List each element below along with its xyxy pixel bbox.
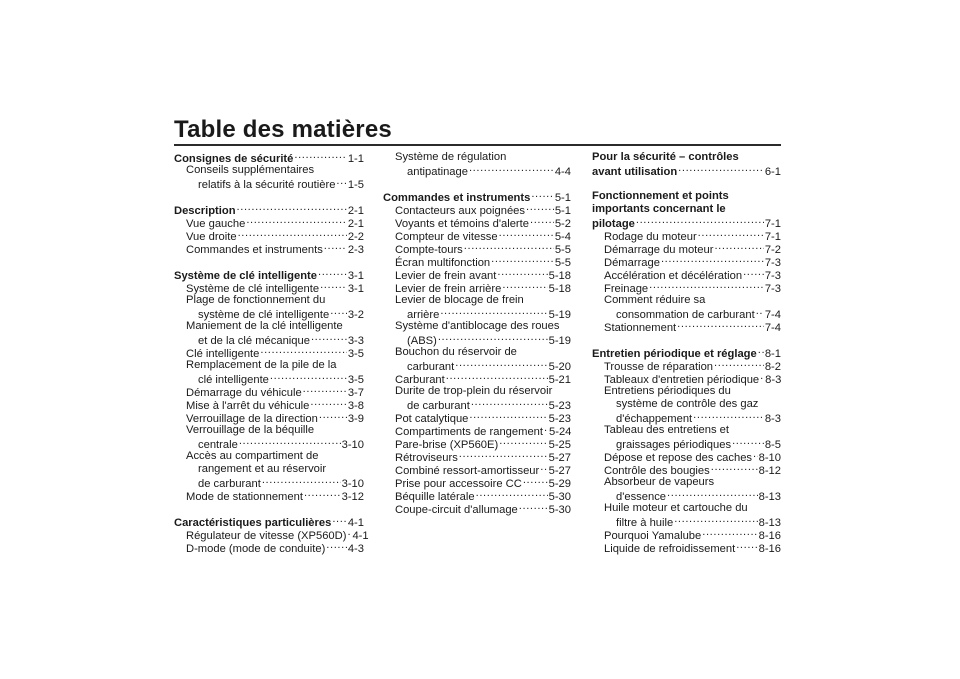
toc-entry-text: Pour la sécurité – contrôles [592,151,739,163]
toc-page-number: 8-3 [765,374,782,386]
dot-leader [237,203,347,214]
toc-entry[interactable] [383,203,571,216]
toc-entry-text: Freinage [604,283,649,295]
toc-entry[interactable] [592,463,781,476]
toc-entry-text: Pourquoi Yamalube [604,530,702,542]
toc-page-number: 5-1 [554,205,571,217]
toc-page-number: 8-5 [764,439,781,451]
toc-entry-text: Voyants et témoins d'alerte [395,218,529,230]
dot-leader [455,359,547,370]
toc-entry[interactable] [592,424,781,437]
toc-entry[interactable] [383,281,571,294]
toc-page-number: 7-1 [764,231,781,243]
dot-leader [239,437,341,448]
toc-entry[interactable] [383,385,571,398]
toc-entry[interactable] [174,333,364,346]
dot-leader [497,268,547,279]
dot-leader [677,320,764,331]
toc-entry[interactable] [592,268,781,281]
toc-entry[interactable] [174,476,364,489]
toc-entry[interactable] [383,450,571,463]
toc-entry-text: Levier de frein avant [395,270,497,282]
toc-entry[interactable] [592,255,781,268]
toc-entry[interactable] [592,242,781,255]
page-title: Table des matières [174,116,392,143]
toc-page-number: 5-23 [548,413,571,425]
toc-entry[interactable] [383,359,571,372]
toc-page-number: 7-3 [764,270,781,282]
toc-entry[interactable] [592,281,781,294]
toc-entry-text: Mise à l'arrêt du véhicule [186,400,310,412]
toc-page-number: 8-13 [758,491,781,503]
dot-leader [319,411,347,422]
toc-entry-text: d'échappement [616,413,693,425]
dot-leader [702,528,757,539]
toc-entry-text: Commandes et instruments [383,192,531,204]
toc-entry[interactable] [383,164,571,177]
toc-entry[interactable] [383,333,571,346]
toc-entry[interactable] [174,463,364,476]
toc-entry-text: Système de clé intelligente [186,283,320,295]
toc-page-number: 5-21 [548,374,571,386]
dot-leader [303,385,347,396]
toc-section-heading[interactable] [592,203,781,216]
toc-page-number: 5-25 [548,439,571,451]
toc-entry[interactable] [174,528,369,542]
toc-entry-text: D-mode (mode de conduite) [186,543,326,555]
toc-entry[interactable] [174,372,364,385]
toc-column-2 [383,151,571,515]
dot-leader [294,151,346,162]
toc-entry[interactable] [592,411,781,424]
dot-leader [262,476,341,487]
toc-page-number: 4-4 [554,166,571,178]
toc-entry-text: rangement et au réservoir [198,463,327,475]
toc-page-number: 3-8 [347,400,364,412]
toc-page-number: 5-29 [548,478,571,490]
toc-entry-text: Plage de fonctionnement du [186,294,326,306]
toc-entry[interactable] [174,359,364,372]
dot-leader [531,190,553,201]
toc-section-heading[interactable] [383,190,571,203]
dot-leader [332,515,347,526]
toc-entry-text: Levier de blocage de frein [395,294,524,306]
toc-entry-text: Tableaux d'entretien périodique [604,374,760,386]
toc-entry-text: Rodage du moteur [604,231,697,243]
toc-entry[interactable] [174,346,364,359]
toc-entry-text: Pare-brise (XP560E) [395,439,499,451]
dot-leader [270,372,347,383]
toc-page-number: 5-5 [554,257,571,269]
dot-leader [753,450,758,461]
toc-page-number: 3-9 [347,413,364,425]
toc-entry-text: Système d'antiblocage des roues [395,320,560,332]
toc-entry[interactable] [592,450,781,463]
toc-entry-text: antipatinage [407,166,468,178]
dot-leader [464,242,554,253]
dot-leader [459,450,548,461]
dot-leader [743,268,764,279]
dot-leader [649,281,764,292]
toc-entry[interactable] [383,268,571,281]
toc-entry-text: filtre à huile [616,517,674,529]
toc-page-number: 3-5 [347,374,364,386]
toc-entry-text: Compartiments de rangement [395,426,543,438]
toc-entry-text: Tableau des entretiens et [604,424,730,436]
toc-entry[interactable] [383,320,571,333]
toc-page-number: 8-2 [764,361,781,373]
toc-entry-text: Mode de stationnement [186,491,303,503]
toc-entry-text: Coupe-circuit d'allumage [395,504,518,516]
toc-entry-text: Pot catalytique [395,413,469,425]
toc-page-number: 5-20 [548,361,571,373]
toc-entry-text: Verrouillage de la direction [186,413,318,425]
toc-page-number: 3-1 [347,283,364,295]
toc-entry[interactable] [174,541,364,554]
toc-entry-text: Système de clé intelligente [174,270,318,282]
toc-entry-text: Combiné ressort-amortisseur [395,465,540,477]
toc-page-number: 3-7 [347,387,364,399]
toc-section-heading[interactable] [174,203,364,216]
toc-page-number: 7-4 [764,322,781,334]
toc-entry-text: importants concernant le [592,203,726,215]
toc-entry[interactable] [592,359,781,372]
toc-section-heading[interactable] [174,151,364,164]
toc-entry-text: Compte-tours [395,244,463,256]
dot-leader [530,216,554,227]
toc-entry[interactable] [174,177,364,190]
dot-leader [519,502,548,513]
toc-entry-text: Régulateur de vitesse (XP560D) [186,530,347,542]
toc-entry-text: Carburant [395,374,445,386]
toc-entry-text: Accélération et décélération [604,270,743,282]
toc-entry[interactable] [383,437,571,450]
toc-entry-text: et de la clé mécanique [198,335,310,347]
toc-entry-text: Compteur de vitesse [395,231,498,243]
toc-entry[interactable] [174,424,364,437]
dot-leader [326,541,347,552]
dot-leader [471,398,548,409]
toc-entry-text: Dépose et repose des caches [604,452,753,464]
toc-entry[interactable] [383,229,571,242]
toc-page-number: 5-30 [548,504,571,516]
toc-page-number: 3-1 [347,270,364,282]
toc-entry-text: Maniement de la clé intelligente [186,320,343,332]
toc-entry[interactable] [174,307,364,320]
toc-entry[interactable] [383,502,571,515]
toc-entry-text: Fonctionnement et points [592,190,729,202]
toc-entry-text: Caractéristiques particulières [174,517,332,529]
toc-entry-text: Liquide de refroidissement [604,543,736,555]
dot-leader [491,255,554,266]
toc-entry[interactable] [592,437,781,450]
toc-page-number: 7-1 [764,218,781,230]
toc-entry[interactable] [174,489,364,502]
toc-page-number: 5-27 [548,452,571,464]
toc-section-heading[interactable] [592,216,781,229]
toc-page-number: 8-10 [758,452,781,464]
dot-leader [476,489,548,500]
dot-leader [711,463,758,474]
toc-entry-text: Contacteurs aux poignées [395,205,525,217]
toc-entry-text: Écran multifonction [395,257,491,269]
toc-entry-text: Huile moteur et cartouche du [604,502,748,514]
toc-page-number: 1-1 [347,153,364,165]
toc-entry-text: Clé intelligente [186,348,260,360]
toc-entry-text: Entretien périodique et réglage [592,348,757,360]
toc-page-number: 7-3 [764,283,781,295]
dot-leader [758,346,764,357]
dot-leader [760,372,764,383]
toc-entry[interactable] [592,541,781,554]
toc-entry[interactable] [592,320,781,333]
toc-column-3 [592,151,781,554]
dot-leader [523,476,548,487]
toc-entry-text: consommation de carburant [616,309,755,321]
toc-entry[interactable] [592,307,781,320]
dot-leader [526,203,554,214]
toc-page-number: 8-3 [764,413,781,425]
toc-page-number: 2-2 [347,231,364,243]
toc-page-number: 3-3 [347,335,364,347]
toc-entry-text: avant utilisation [592,166,678,178]
toc-page-number: 1-5 [347,179,364,191]
toc-page-number: 5-18 [548,270,571,282]
toc-entry-text: Vue gauche [186,218,246,230]
toc-entry-text: Rétroviseurs [395,452,458,464]
dot-leader [502,281,547,292]
toc-entry[interactable] [174,385,364,398]
toc-page-number: 5-4 [554,231,571,243]
toc-column-1 [174,151,369,555]
toc-entry[interactable] [174,294,364,307]
toc-entry[interactable] [174,281,364,294]
toc-entry[interactable] [383,346,571,359]
toc-entry[interactable] [592,528,781,541]
toc-page-number: 5-5 [554,244,571,256]
dot-leader [756,307,764,318]
dot-leader [246,216,347,227]
toc-page-number: 4-1 [347,517,364,529]
toc-page-number: 3-12 [341,491,364,503]
dot-leader [499,437,547,448]
toc-page-number: 5-19 [548,309,571,321]
toc-entry-text: Béquille latérale [395,491,475,503]
toc-entry[interactable] [383,476,571,489]
toc-entry-text: Verrouillage de la béquille [186,424,315,436]
toc-entry-text: clé intelligente [198,374,269,386]
toc-page-number: 8-16 [758,543,781,555]
toc-entry-text: relatifs à la sécurité routière [198,179,336,191]
dot-leader [311,333,347,344]
toc-page-number: 8-1 [764,348,781,360]
dot-leader [636,216,764,227]
toc-page-number: 5-2 [554,218,571,230]
toc-entry-text: Conseils supplémentaires [186,164,315,176]
toc-entry-text: système de clé intelligente [198,309,330,321]
toc-entry-text: Démarrage du moteur [604,244,714,256]
toc-section-heading[interactable] [174,515,364,528]
toc-page-number: 4-3 [347,543,364,555]
toc-entry[interactable] [174,164,364,177]
toc-entry[interactable] [383,151,571,164]
toc-entry-text: Démarrage du véhicule [186,387,302,399]
toc-entry[interactable] [383,372,571,385]
toc-page-number: 5-1 [554,192,571,204]
toc-page-number: 5-18 [548,283,571,295]
toc-entry[interactable] [383,398,571,411]
toc-entry[interactable] [174,398,364,411]
toc-entry[interactable] [592,476,781,489]
dot-leader [698,229,764,240]
dot-leader [540,463,547,474]
toc-entry-text: Absorbeur de vapeurs [604,476,715,488]
dot-leader [674,515,757,526]
dot-leader [310,398,346,409]
toc-page-number: 3-10 [341,478,364,490]
toc-entry-text: Durite de trop-plein du réservoir [395,385,553,397]
dot-leader [318,268,347,279]
toc-entry[interactable] [383,463,571,476]
title-rule [174,144,781,146]
toc-entry-text: Accès au compartiment de [186,450,319,462]
dot-leader [347,528,351,539]
dot-leader [320,281,347,292]
toc-section-heading[interactable] [592,164,781,177]
toc-page-number: 7-4 [764,309,781,321]
toc-entry-text: Système de régulation [395,151,507,163]
toc-page-number: 2-3 [347,244,364,256]
toc-entry[interactable] [592,502,781,515]
toc-entry[interactable] [174,411,364,424]
toc-entry-text: Prise pour accessoire CC [395,478,522,490]
toc-entry-text: Commandes et instruments [186,244,323,256]
toc-entry[interactable] [383,255,571,268]
toc-entry[interactable] [383,216,571,229]
toc-entry-text: Consignes de sécurité [174,153,294,165]
toc-page-number: 8-13 [758,517,781,529]
toc-entry-text: Vue droite [186,231,237,243]
toc-entry[interactable] [174,437,364,450]
dot-leader [736,541,757,552]
toc-entry[interactable] [174,216,364,229]
dot-leader [714,242,763,253]
toc-entry[interactable] [174,450,364,463]
toc-page-number: 7-3 [764,257,781,269]
toc-section-heading[interactable] [592,190,781,203]
dot-leader [446,372,548,383]
toc-entry[interactable] [592,489,781,502]
toc-page-number: 5-23 [548,400,571,412]
toc-page-number: 3-5 [347,348,364,360]
toc-entry-text: Contrôle des bougies [604,465,710,477]
toc-entry-text: de carburant [198,478,261,490]
toc-entry[interactable] [383,489,571,502]
toc-page-number: 2-1 [347,205,364,217]
dot-leader [678,164,764,175]
toc-entry-text: Stationnement [604,322,677,334]
dot-leader [544,424,548,435]
toc-entry-text: Démarrage [604,257,660,269]
toc-entry-text: graissages périodiques [616,439,732,451]
toc-page-number: 5-19 [548,335,571,347]
dot-leader [499,229,554,240]
dot-leader [330,307,347,318]
dot-leader [324,242,347,253]
dot-leader [260,346,346,357]
toc-section-heading[interactable] [592,151,781,164]
dot-leader [667,489,758,500]
dot-leader [661,255,764,266]
toc-entry-text: Bouchon du réservoir de [395,346,517,358]
toc-entry-text: Entretiens périodiques du [604,385,731,397]
toc-entry[interactable] [592,372,781,385]
toc-page-number: 6-1 [764,166,781,178]
dot-leader [732,437,764,448]
dot-leader [438,333,548,344]
dot-leader [469,164,554,175]
toc-entry-text: (ABS) [407,335,437,347]
toc-entry[interactable] [383,307,571,320]
dot-leader [693,411,764,422]
toc-entry-text: Levier de frein arrière [395,283,502,295]
toc-page-number: 5-24 [549,426,572,438]
toc-entry[interactable] [174,320,364,333]
toc-entry-text: Comment réduire sa [604,294,706,306]
toc-section-heading[interactable] [174,268,364,281]
toc-entry-text: pilotage [592,218,635,230]
toc-entry[interactable] [592,229,781,242]
toc-entry-text: Trousse de réparation [604,361,714,373]
toc-entry[interactable] [383,411,571,424]
toc-page-number: 5-27 [548,465,571,477]
toc-page-number: 8-16 [758,530,781,542]
toc-entry[interactable] [592,515,781,528]
toc-entry-text: Description [174,205,236,217]
toc-entry[interactable] [383,242,571,255]
toc-entry-text: centrale [198,439,238,451]
toc-entry-text: arrière [407,309,440,321]
toc-entry[interactable] [174,242,364,255]
toc-entry-text: Remplacement de la pile de la [186,359,337,371]
toc-entry-text: de carburant [407,400,470,412]
toc-page-number: 2-1 [347,218,364,230]
toc-entry[interactable] [592,398,781,411]
toc-section-heading[interactable] [592,346,781,359]
toc-entry[interactable] [592,294,781,307]
toc-page-number: 7-2 [764,244,781,256]
dot-leader [714,359,764,370]
toc-page-number: 8-12 [758,465,781,477]
dot-leader [469,411,547,422]
toc-entry[interactable] [383,424,571,437]
toc-entry[interactable] [174,229,364,242]
dot-leader [336,177,346,188]
toc-page-number: 4-1 [352,530,369,542]
dot-leader [304,489,341,500]
toc-page-number: 5-30 [548,491,571,503]
toc-entry[interactable] [383,294,571,307]
toc-page-number: 3-10 [341,439,364,451]
dot-leader [440,307,547,318]
toc-entry-text: carburant [407,361,455,373]
toc-entry-text: d'essence [616,491,667,503]
toc-page-number: 3-2 [347,309,364,321]
toc-entry-text: système de contrôle des gaz [616,398,759,410]
dot-leader [238,229,347,240]
